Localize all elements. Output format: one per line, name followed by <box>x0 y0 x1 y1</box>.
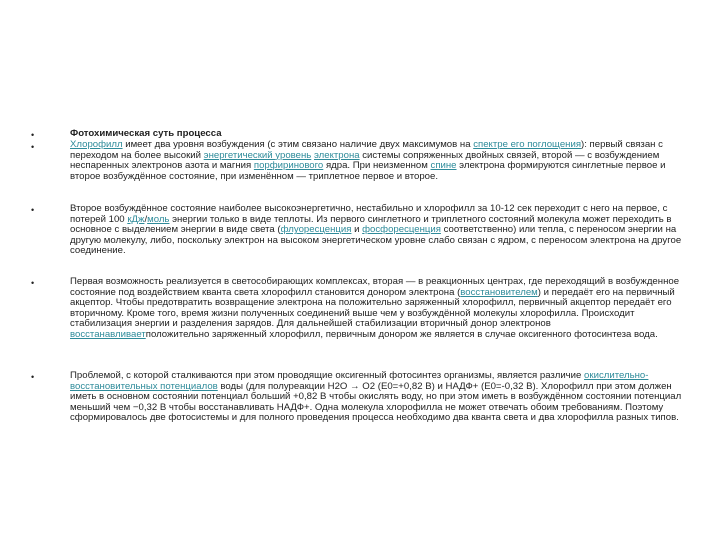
link-mol[interactable]: моль <box>147 213 170 225</box>
link-porphyrin[interactable]: порфиринового <box>253 160 324 172</box>
link-reducer[interactable]: восстановителем <box>460 286 538 298</box>
link-redox-potentials[interactable]: окислительно-восстановительных потенциалов <box>70 370 649 392</box>
text: имеет два уровня возбуждения (с этим связано наличие двух максимумов на <box>122 139 474 150</box>
paragraph-redox-problem <box>70 371 690 424</box>
link-kj[interactable]: кДж <box>127 213 145 225</box>
text: Второе возбуждённое состояние наиболее высокоэнергетично, нестабильно и хлорофилл за 10-12 сек переходит с него на первое, с потерей 100 <box>70 203 668 225</box>
text: ) и передаёт его на первичный акцептор. Чтобы предотвратить возвращение электрона на положительно заряженный хлорофилл, первичный акцептор передаёт его вторичному. Кроме того, время жизни полученных соединений выше чем у возбуждённой молекулы хлорофилла. Происходит стабилизация энергии и разделения зарядов. Для дальнейшей стабилизации вторичный донор электронов <box>70 286 675 330</box>
link-chlorophyll[interactable]: Хлорофилл <box>70 139 123 150</box>
text: соответственно) или тепла, с переносом энергии на другую молекулу, либо, поскольку электрон на высоком энергетическом уровне слабо связан с ядром, с переносом электрона на другое соединение. <box>70 224 682 257</box>
link-absorption-spectrum[interactable]: спектре его поглощения <box>473 139 582 150</box>
bullet-marker: • <box>31 278 35 288</box>
text: электрона формируются синглетные первое и второе возбуждённое состояние, при изменённом — триплетное первое и второе. <box>70 160 666 182</box>
bullet-marker: • <box>31 130 35 140</box>
text: и <box>351 224 363 236</box>
text: / <box>144 213 148 225</box>
link-reduces[interactable]: восстанавливает <box>70 328 146 340</box>
link-phosphorescence[interactable]: фосфоресценция <box>362 224 441 236</box>
text: воды (для полуреакции H2O → O2 (E0=+0,82 В) и НАДФ+ (E0=-0,32 В). Хлорофилл при этом должен иметь в основном состоянии потенциал больший +0,82 В чтобы окислять воду, но при этом иметь в возбуждённом состоянии потенциал меньший чем −0,32 В чтобы восстанавливать НАДФ+. Одна молекула хлорофилла не может отвечать обоим требованиям. Поэтому сформировалось две фотосистемы и для полного проведения процесса необходимо два кванта света и два хлорофилла разных типов. <box>70 380 682 424</box>
text: ): первый связан с переходом на более высокий <box>70 139 663 161</box>
text: Первая возможность реализуется в светособирающих комплексах, вторая — в реакционных центрах, где переходящий в возбужденное состояние под воздействием кванта света хлорофилл становится донором электрона ( <box>70 276 680 298</box>
paragraph-chlorophyll-levels <box>70 140 690 182</box>
text: энергии только в виде теплоты. Из первого синглетного и триплетного состояний молекула может переходить в основное с выделением энергии в виде света ( <box>70 213 672 236</box>
text: положительно заряженный хлорофилл, первичным донором же является в случае оксигенного фотосинтеза вода. <box>145 328 658 340</box>
bullet-marker: • <box>31 372 35 382</box>
link-spin[interactable]: спине <box>430 160 457 172</box>
link-fluorescence[interactable]: флуоресценция <box>280 224 352 236</box>
text: Проблемой, с которой сталкиваются при этом проводящие оксигенный фотосинтез организмы, является различие <box>70 370 585 381</box>
slide-title: Фотохимическая суть процесса <box>70 128 222 139</box>
text: ядра. При неизменном <box>323 160 431 172</box>
bullet-marker: • <box>31 205 35 215</box>
paragraph-excited-states <box>70 204 690 257</box>
paragraph-reaction-centers <box>70 277 690 341</box>
text: системы сопряженных двойных связей, второй — с возбуждением неспаренных электронов азота и магния <box>70 149 660 172</box>
link-energy-level[interactable]: энергетический уровень <box>203 149 312 161</box>
bullet-marker: • <box>31 142 35 152</box>
link-electron[interactable]: электрона <box>313 149 360 161</box>
